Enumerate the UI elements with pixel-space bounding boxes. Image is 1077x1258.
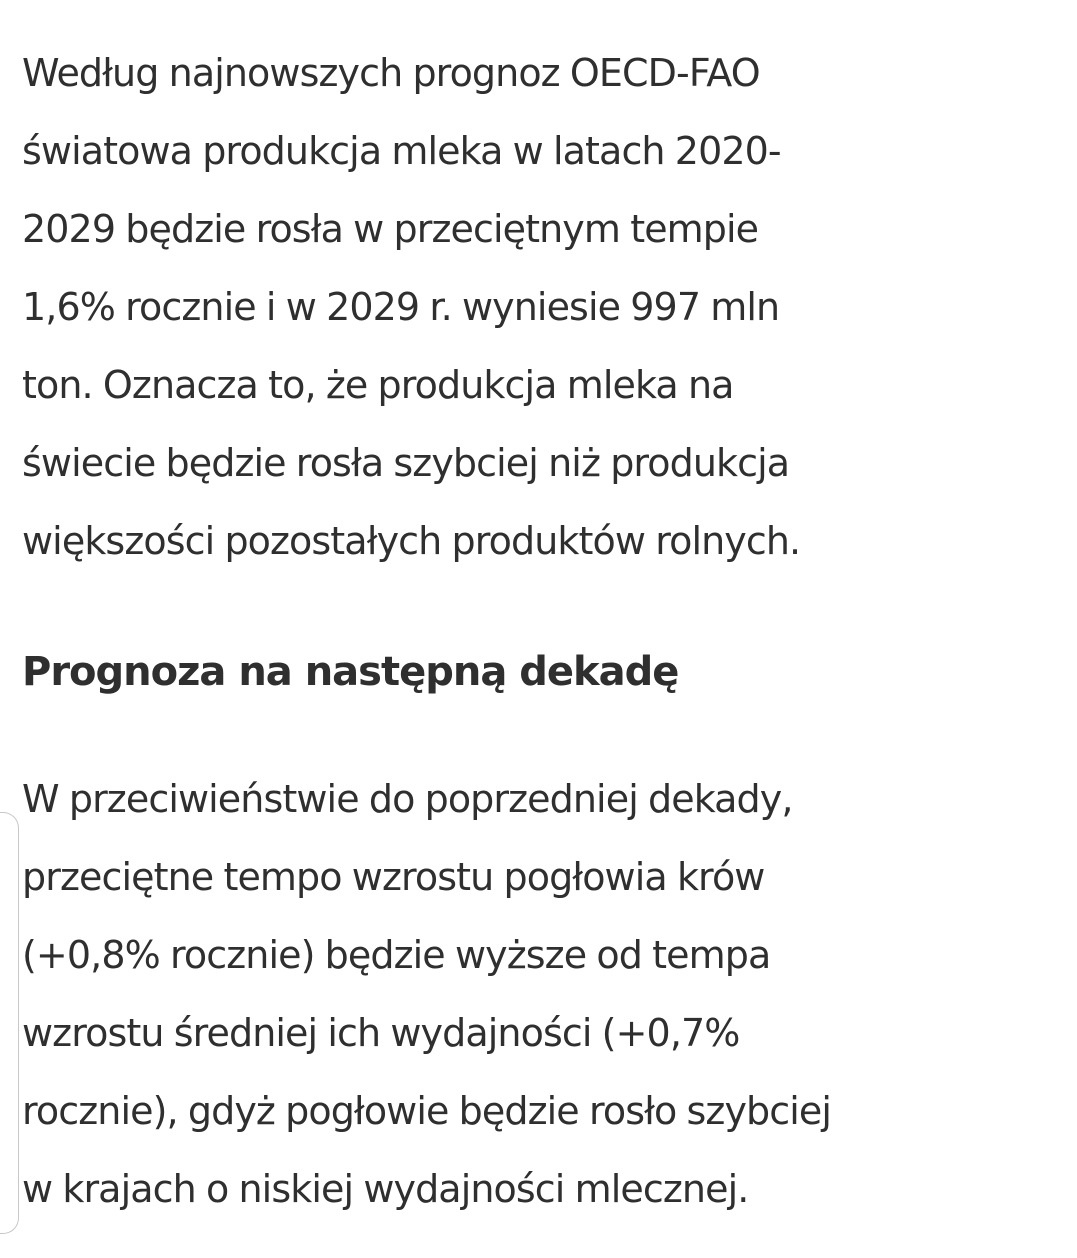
text-line: rocznie), gdyż pogłowie będzie rosło szybciej [22, 1089, 832, 1133]
text-line: światowa produkcja mleka w latach 2020- [22, 129, 781, 173]
text-line: 1,6% rocznie i w 2029 r. wyniesie 997 mln [22, 285, 780, 329]
section-heading: Prognoza na następną dekadę [22, 649, 679, 695]
text-line: świecie będzie rosła szybciej niż produkcja [22, 441, 790, 485]
text-line: 2029 będzie rosła w przeciętnym tempie [22, 207, 759, 251]
text-line: ton. Oznacza to, że produkcja mleka na [22, 363, 734, 407]
text-line: przeciętne tempo wzrostu pogłowia krów [22, 855, 765, 899]
text-line: W przeciwieństwie do poprzedniej dekady, [22, 777, 793, 821]
intro-paragraph [22, 34, 1062, 580]
quote-bracket [0, 812, 19, 1234]
text-line: wzrostu średniej ich wydajności (+0,7% [22, 1011, 740, 1055]
text-line: większości pozostałych produktów rolnych. [22, 519, 801, 563]
text-line: (+0,8% rocznie) będzie wyższe od tempa [22, 933, 771, 977]
text-line: Według najnowszych prognoz OECD-FAO [22, 51, 760, 95]
body-paragraph [22, 760, 1062, 1228]
text-line: w krajach o niskiej wydajności mlecznej. [22, 1167, 749, 1211]
